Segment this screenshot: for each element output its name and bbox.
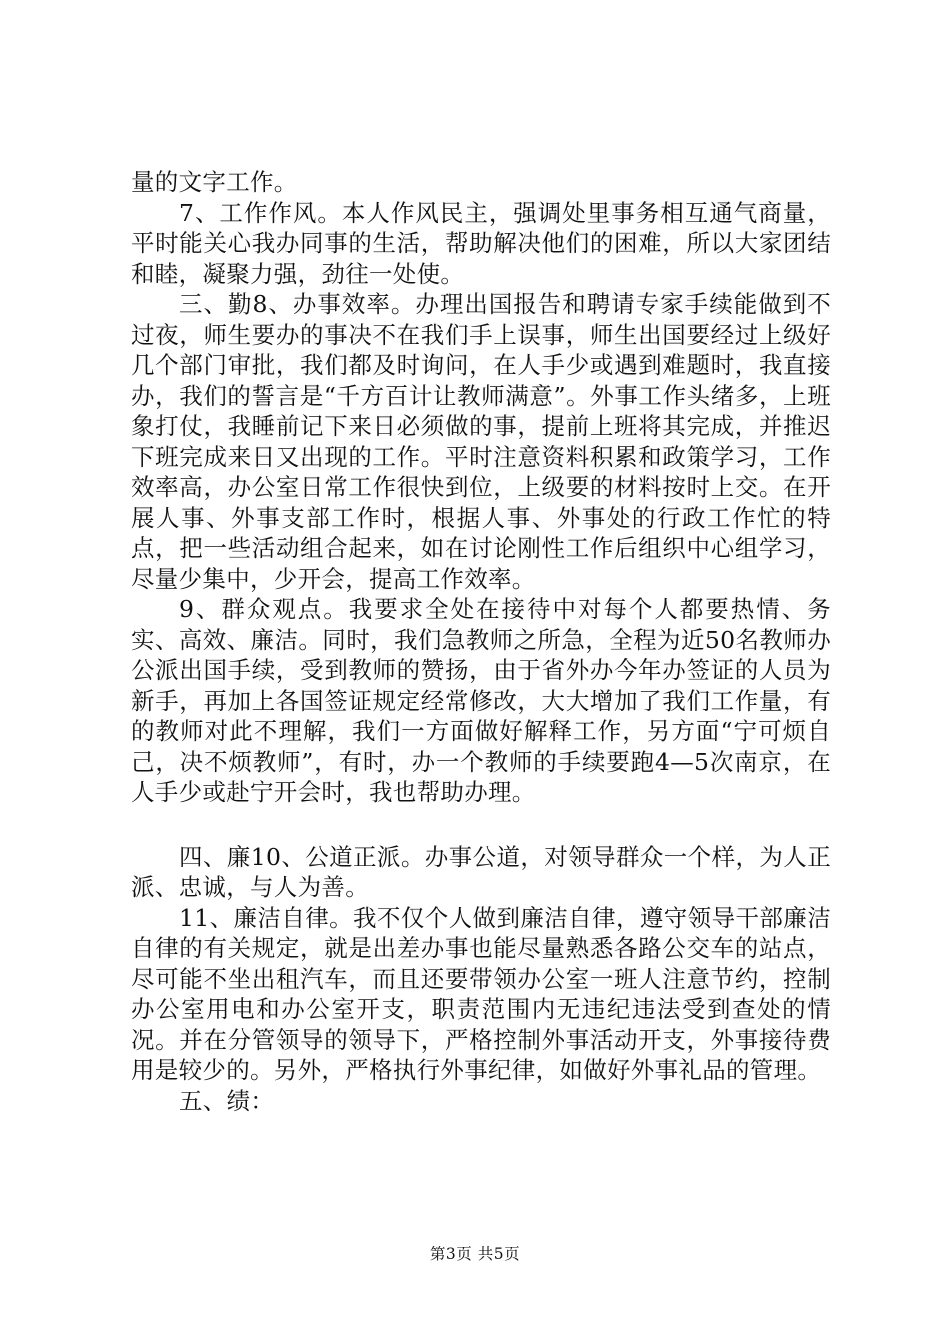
paragraph-gap <box>131 808 831 842</box>
paragraph-self-discipline: 11、廉洁自律。我不仅个人做到廉洁自律，遵守领导干部廉洁自律的有关规定，就是出差办事也能尽量熟悉各路公交车的站点，尽可能不坐出租汽车，而且还要带领办公室一班人注意节约，控制办公室用电和办公室开支，职责范围内无违纪违法受到查处的情况。并在分管领导的领导下，严格控制外事活动开支，外事接待费用是较少的。另外，严格执行外事纪律，如做好外事礼品的管理。 <box>131 903 831 1084</box>
paragraph-diligence-efficiency: 三、勤8、办事效率。办理出国报告和聘请专家手续能做到不过夜，师生要办的事决不在我们手上误事，师生出国要经过上级好几个部门审批，我们都及时询问，在人手少或遇到难题时，我直接办，我们的誓言是“千方百计让教师满意”。外事工作头绪多，上班象打仗，我睡前记下来日必须做的事，提前上班将其完成，并推迟下班完成来日又出现的工作。平时注意资料积累和政策学习，工作效率高，办公室日常工作很快到位，上级要的材料按时上交。在开展人事、外事支部工作时，根据人事、外事处的行政工作忙的特点，把一些活动组合起来，如在讨论刚性工作后组织中心组学习，尽量少集中，少开会，提高工作效率。 <box>131 290 831 593</box>
page-number-footer: 第3页 共5页 <box>429 1245 521 1263</box>
paragraph-continuation: 量的文字工作。 <box>131 168 298 196</box>
document-body <box>131 167 831 1116</box>
paragraph-integrity-fairness: 四、廉10、公道正派。办事公道，对领导群众一个样，为人正派、忠诚，与人为善。 <box>131 842 831 901</box>
paragraph-work-style: 7、工作作风。本人作风民主，强调处里事务相互通气商量，平时能关心我办同事的生活，帮助解决他们的困难，所以大家团结和睦，凝聚力强，劲往一处使。 <box>131 198 831 288</box>
paragraph-mass-viewpoint: 9、群众观点。我要求全处在接待中对每个人都要热情、务实、高效、廉洁。同时，我们急教师之所急，全程为近50名教师办公派出国手续，受到教师的赞扬，由于省外办今年办签证的人员为新手，再加上各国签证规定经常修改，大大增加了我们工作量，有的教师对此不理解，我们一方面做好解释工作，另方面“宁可烦自己，决不烦教师”，有时，办一个教师的手续要跑4—5次南京，在人手少或赴宁开会时，我也帮助办理。 <box>131 595 831 806</box>
paragraph-achievements-heading: 五、绩： <box>179 1086 275 1115</box>
